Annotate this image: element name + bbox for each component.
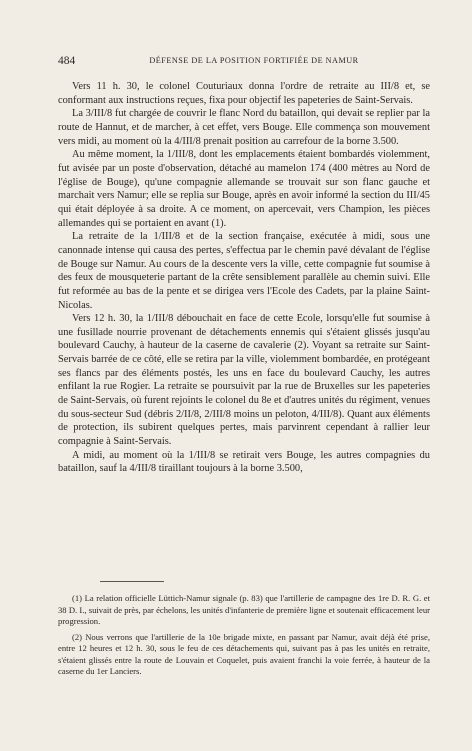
paragraph: La 3/III/8 fut chargée de couvrir le flanc Nord du bataillon, qui devait se replier par la route de Hannut, et de marcher, à cet effet, vers Bouge. Elle commença son mouvement vers midi, au moment où la 4/III/8 prenait position au carrefour de la borne 3.500.: [58, 108, 430, 147]
paragraph: La retraite de la 1/III/8 et de la section française, exécutée à midi, sous une canonnade intense qui causa des pertes, s'effectua par le chemin pavé dévalant de l'église de Bouge sur Namur. Au cours de la descente vers la ville, cette compagnie fut soumise à des feux de mousqueterie partant de la crête sensiblement parallèle au chemin suivi. Elle fut reformée au bas de la pente et se dirigea vers l'Ecole des Cadets, par la plaine Saint-Nicolas.: [58, 231, 430, 311]
paragraph: Vers 11 h. 30, le colonel Couturiaux donna l'ordre de retraite au III/8 et, se conformant aux instructions reçues, fixa pour objectif les papeteries de Saint-Servais.: [58, 81, 430, 106]
footnotes: [58, 593, 430, 682]
page-header: [58, 55, 430, 69]
paragraph: A midi, au moment où la 1/III/8 se retirait vers Bouge, les autres compagnies du bataillon, sauf la 4/III/8 tiraillant toujours à la borne 3.500,: [58, 449, 430, 475]
running-title: DÉFENSE DE LA POSITION FORTIFIÉE DE NAMUR: [149, 56, 359, 65]
footnote: (2) Nous verrons que l'artillerie de la 10e brigade mixte, en passant par Namur, avait déjà été prise, entre 12 heures et 12 h. 30, sous le feu de ces détachements qui, suivant pas à pas les unités en retraite, s'étaient glissés entre la route de Louvain et Coquelet, puis avaient franchi la voie ferrée, à hauteur de la caserne du 1er Lanciers.: [58, 631, 430, 676]
footnote: (1) La relation officielle Lüttich-Namur signale (p. 83) que l'artillerie de campagne des 1re D. R. G. et 38 D. I., suivait de près, par échelons, les unités d'infanterie de première ligne et soutenait efficacement leur progression.: [58, 593, 430, 626]
paragraph: Au même moment, la 1/III/8, dont les emplacements étaient bombardés violemment, fut avisée par un poste d'observation, détaché au mamelon 174 (400 mètres au Nord de l'église de Bouge), qu'une compagnie allemande se trouvait sur son flanc gauche et marchait vers Namur; elle se replia sur Bouge, après en avoir informé la section du III/45 qui était déployée à sa droite. A ce moment, on apercevait, vers Champion, les pièces allemandes qui se portaient en avant (1).: [58, 149, 430, 229]
body-text: [58, 80, 430, 476]
footnote-divider: [100, 581, 164, 582]
page-number: 484: [58, 55, 76, 67]
paragraph: Vers 12 h. 30, la 1/III/8 débouchait en face de cette Ecole, lorsqu'elle fut soumise à une fusillade nourrie provenant de détachements ennemis qui s'étaient glissés jusqu'au boulevard Cauchy, à hauteur de la caserne de cavalerie (2). Voyant sa retraite sur Saint-Servais barrée de ce côté, elle se retira par la ville, violemment bombardée, en protégeant ses flancs par des éléments postés, les uns en face du boulevard Cauchy, les autres enfilant la rue Rogier. La retraite se poursuivit par la rue de Bruxelles sur les papeteries de Saint-Servais, où furent rejoints le colonel du 8e et d'autres unités du régiment, venues du sous-secteur Sud (débris 2/II/8, 2/III/8 moins un peloton, 4/III/8). Quant aux éléments de protection, ils subirent quelques pertes, mais parvinrent cependant à rallier leur compagnie à Saint-Servais.: [58, 313, 430, 448]
